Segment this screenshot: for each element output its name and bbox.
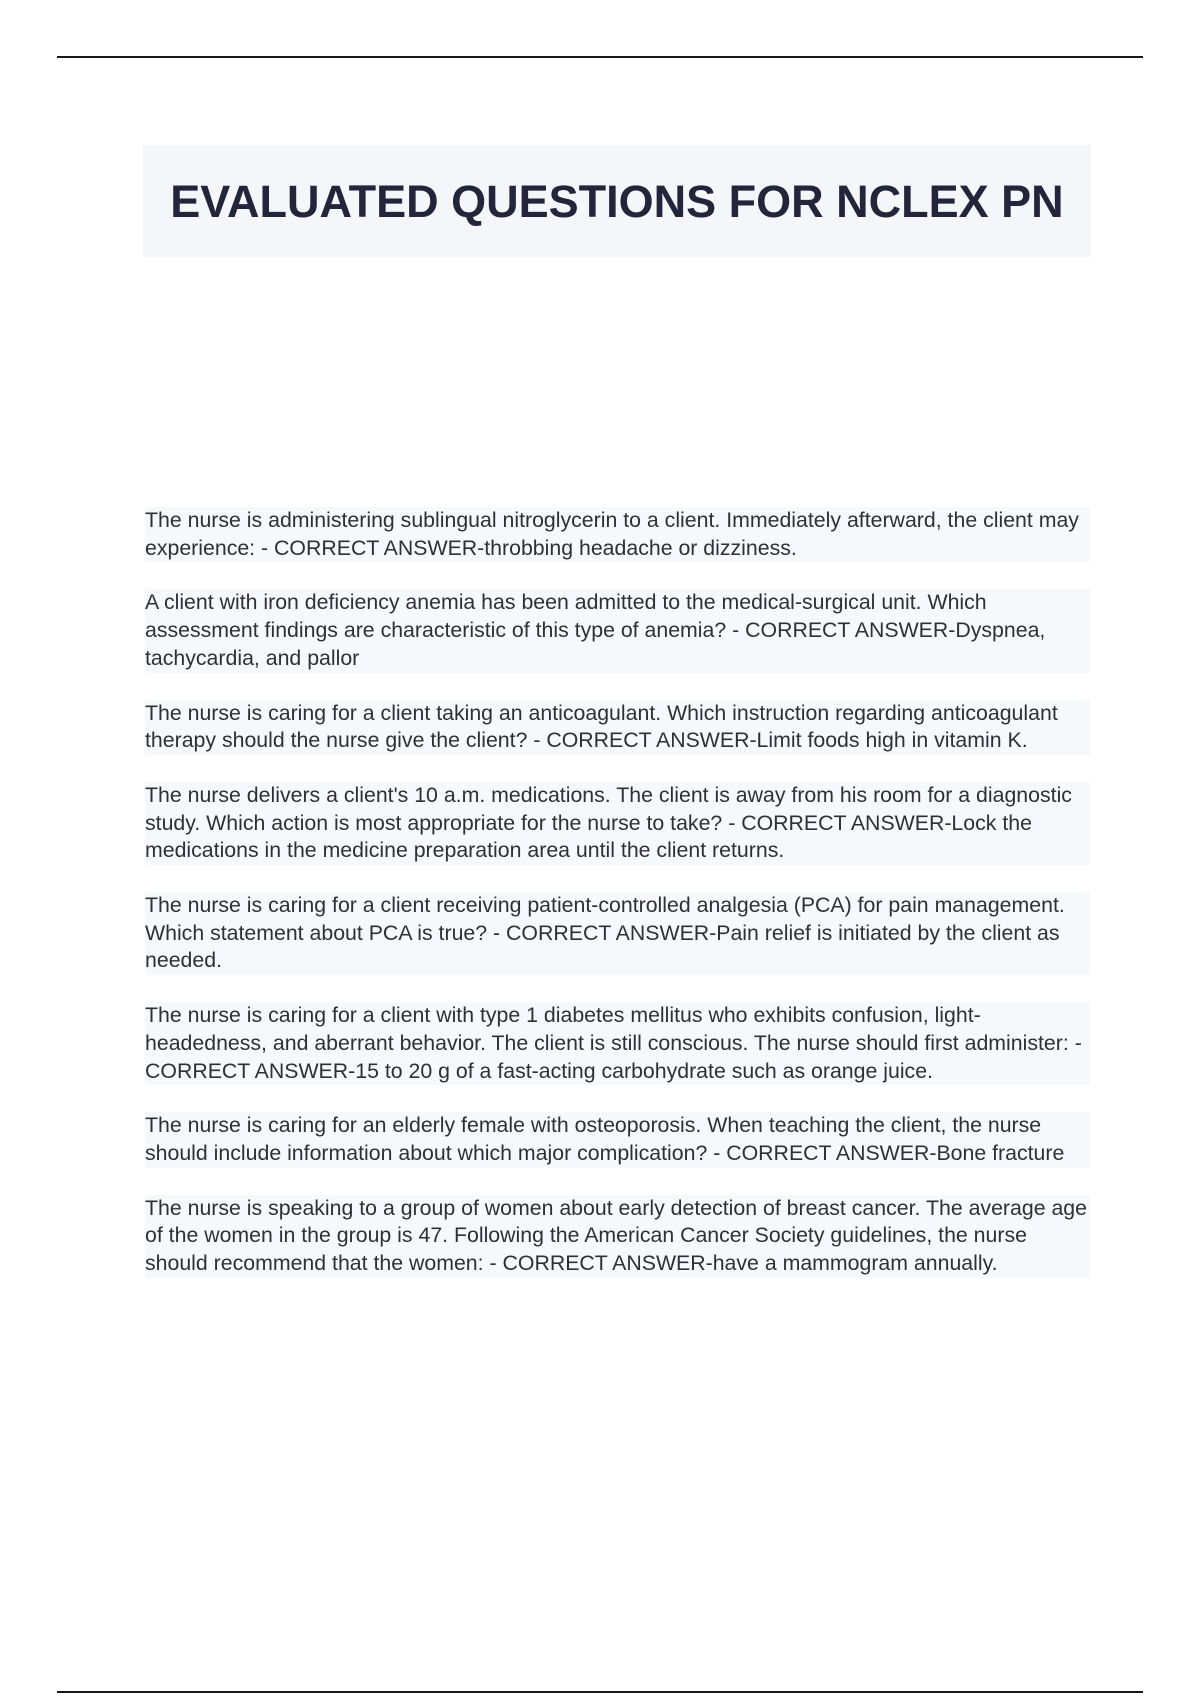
qa-item: The nurse is caring for an elderly female with osteoporosis. When teaching the client, the nurse should include information about which major complication? - CORRECT ANSWER-Bone fracture [145,1112,1090,1167]
qa-item: The nurse is caring for a client with type 1 diabetes mellitus who exhibits confusion, light-headedness, and aberrant behavior. The client is still conscious. The nurse should first administer: - CORRECT ANSWER-15 to 20 g of a fast-acting carbohydrate such as orange juice. [145,1002,1090,1085]
document-title: EVALUATED QUESTIONS FOR NCLEX PN [170,175,1064,227]
qa-list [145,507,1090,1305]
bottom-rule [57,1691,1143,1693]
top-rule [57,56,1143,58]
qa-item: The nurse is speaking to a group of women about early detection of breast cancer. The average age of the women in the group is 47. Following the American Cancer Society guidelines, the nurse should recommend that the women: - CORRECT ANSWER-have a mammogram annually. [145,1195,1090,1278]
qa-item: The nurse is administering sublingual nitroglycerin to a client. Immediately afterward, the client may experience: - CORRECT ANSWER-throbbing headache or dizziness. [145,507,1090,562]
title-block [143,145,1091,257]
qa-item: A client with iron deficiency anemia has been admitted to the medical-surgical unit. Which assessment findings are characteristic of this type of anemia? - CORRECT ANSWER-Dyspnea, tachycardia, and pallor [145,589,1090,672]
qa-item: The nurse is caring for a client receiving patient-controlled analgesia (PCA) for pain management. Which statement about PCA is true? - CORRECT ANSWER-Pain relief is initiated by the client as needed. [145,892,1090,975]
qa-item: The nurse is caring for a client taking an anticoagulant. Which instruction regarding anticoagulant therapy should the nurse give the client? - CORRECT ANSWER-Limit foods high in vitamin K. [145,700,1090,755]
qa-item: The nurse delivers a client's 10 a.m. medications. The client is away from his room for a diagnostic study. Which action is most appropriate for the nurse to take? - CORRECT ANSWER-Lock the medications in the medicine preparation area until the client returns. [145,782,1090,865]
